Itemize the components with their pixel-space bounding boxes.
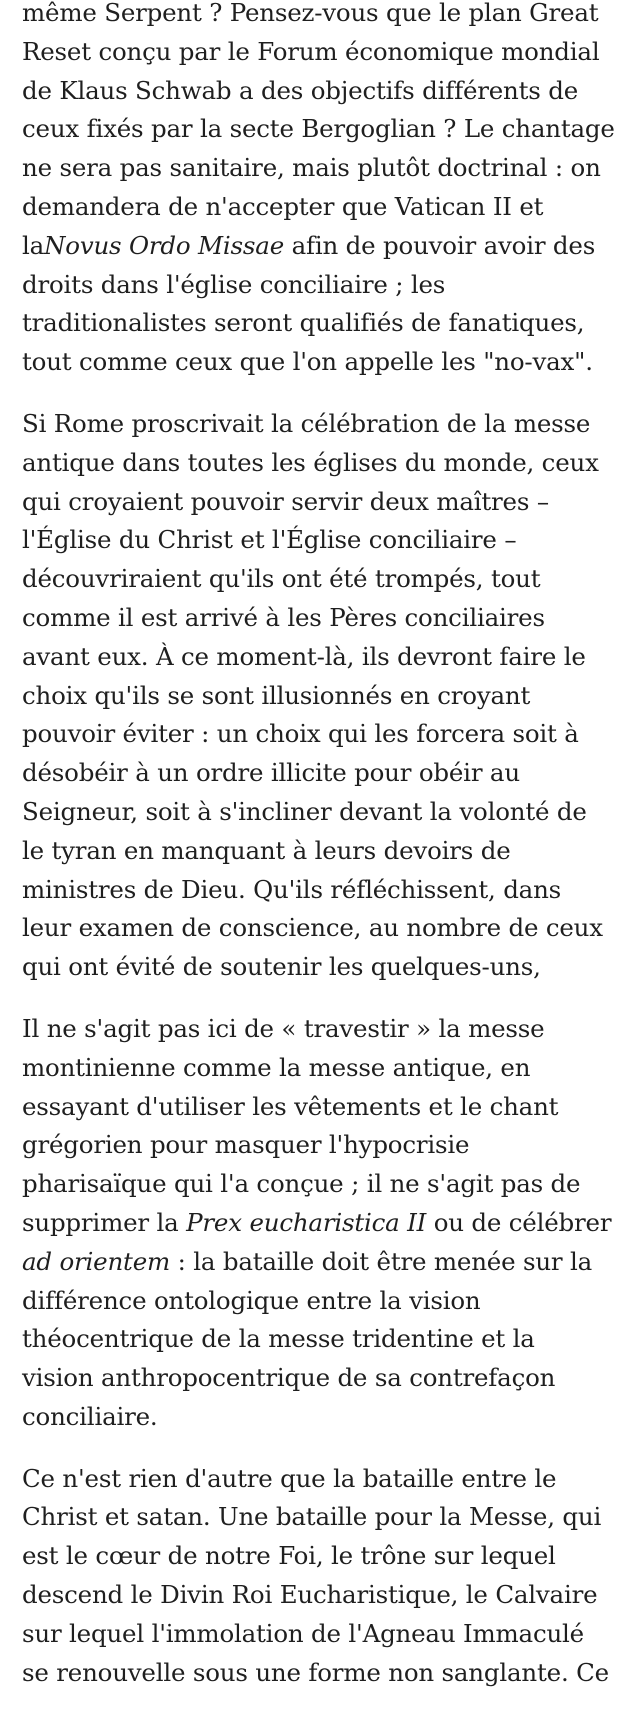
text-segment: antique dans toutes les églises du monde, ceux [22,447,599,477]
text-line [22,1615,627,1654]
text-line [22,444,627,483]
text-segment: Christ et satan. Une bataille pour la Messe, qui [22,1502,602,1532]
text-line [22,33,627,72]
text-line [22,1398,627,1437]
italic-text: Novus Ordo Missae [44,230,285,260]
text-line [22,521,627,560]
text-line [22,638,627,677]
text-line [22,560,627,599]
text-line [22,1498,627,1537]
text-line [22,1359,627,1398]
text-segment: désobéir à un ordre illicite pour obéir au [22,758,520,788]
text-line [22,677,627,716]
text-line [22,1576,627,1615]
text-line [22,110,627,149]
text-line [22,1088,627,1127]
text-line [22,1049,627,1088]
text-segment: se renouvelle sous une forme non sanglante. Ce [22,1657,609,1687]
text-segment: Si Rome proscrivait la célébration de la messe [22,408,591,438]
text-segment: ou de célébrer [426,1207,612,1237]
text-line [22,227,627,266]
text-line [22,0,627,33]
text-segment: la [22,230,45,260]
text-line [22,1243,627,1282]
text-segment: ministres de Dieu. Qu'ils réfléchissent, dans [22,874,562,904]
text-line [22,1010,627,1049]
text-line [22,188,627,227]
text-segment: choix qu'ils se sont illusionnés en croyant [22,680,531,710]
paragraph [22,1010,627,1437]
text-line [22,599,627,638]
text-segment: le tyran en manquant à leurs devoirs de [22,835,511,865]
text-line [22,909,627,948]
text-segment: ceux fixés par la secte Bergoglian ? Le chantage [22,114,615,144]
text-line [22,72,627,111]
text-segment: qui croyaient pouvoir servir deux maîtres – [22,486,549,516]
text-segment: Ce n'est rien d'autre que la bataille entre le [22,1463,557,1493]
paragraph [22,405,627,987]
text-segment: leur examen de conscience, au nombre de ceux [22,913,603,943]
text-line [22,715,627,754]
text-segment: comme il est arrivé à les Pères conciliaires [22,602,545,632]
text-line [22,871,627,910]
text-line [22,1460,627,1499]
text-segment: tout comme ceux que l'on appelle les "no-vax". [22,347,593,377]
text-segment: Il ne s'agit pas ici de « travestir » la messe [22,1013,545,1043]
text-line [22,405,627,444]
text-segment: sur lequel l'immolation de l'Agneau Immaculé [22,1618,584,1648]
text-line [22,1654,627,1693]
italic-text: ad orientem [22,1246,171,1276]
text-segment: théocentrique de la messe tridentine et la [22,1324,535,1354]
text-segment: grégorien pour masquer l'hypocrisie [22,1130,470,1160]
text-segment: conciliaire. [22,1401,158,1431]
text-segment: descend le Divin Roi Eucharistique, le Calvaire [22,1580,598,1610]
text-line [22,948,627,987]
text-segment: pharisaïque qui l'a conçue ; il ne s'agit pas de [22,1169,581,1199]
text-line [22,1126,627,1165]
text-segment: avant eux. À ce moment-là, ils devront faire le [22,641,586,671]
text-segment: supprimer la [22,1207,187,1237]
text-line [22,483,627,522]
text-segment: pouvoir éviter : un choix qui les forcera soit à [22,719,579,749]
text-segment: demandera de n'accepter que Vatican II et [22,191,544,221]
text-line [22,343,627,382]
text-segment: différence ontologique entre la vision [22,1285,481,1315]
text-segment: : la bataille doit être menée sur la [170,1246,593,1276]
text-segment: droits dans l'église conciliaire ; les [22,269,446,299]
article-body [22,0,627,1715]
text-segment: découvriraient qu'ils ont été trompés, tout [22,564,541,594]
text-line [22,1320,627,1359]
text-line [22,304,627,343]
text-segment: traditionalistes seront qualifiés de fanatiques, [22,308,585,338]
text-line [22,754,627,793]
text-segment: même Serpent ? Pensez-vous que le plan Great [22,0,599,27]
text-segment: Reset conçu par le Forum économique mondial [22,36,600,66]
text-segment: Seigneur, soit à s'incliner devant la volonté de [22,796,587,826]
text-line [22,266,627,305]
text-segment: de Klaus Schwab a des objectifs différents de [22,75,579,105]
text-line [22,793,627,832]
text-line [22,832,627,871]
paragraph [22,0,627,382]
text-line [22,1204,627,1243]
text-segment: montinienne comme la messe antique, en [22,1052,531,1082]
text-segment: l'Église du Christ et l'Église conciliaire – [22,525,517,555]
paragraph [22,1460,627,1693]
text-segment: ne sera pas sanitaire, mais plutôt doctrinal : on [22,153,601,183]
text-line [22,1537,627,1576]
text-segment: afin de pouvoir avoir des [284,230,596,260]
text-segment: est le cœur de notre Foi, le trône sur lequel [22,1541,556,1571]
text-line [22,1282,627,1321]
text-segment: vision anthropocentrique de sa contrefaçon [22,1363,556,1393]
text-line [22,149,627,188]
text-segment: essayant d'utiliser les vêtements et le chant [22,1091,559,1121]
text-line [22,1165,627,1204]
italic-text: Prex eucharistica II [186,1207,427,1237]
text-segment: qui ont évité de soutenir les quelques-uns, [22,952,541,982]
